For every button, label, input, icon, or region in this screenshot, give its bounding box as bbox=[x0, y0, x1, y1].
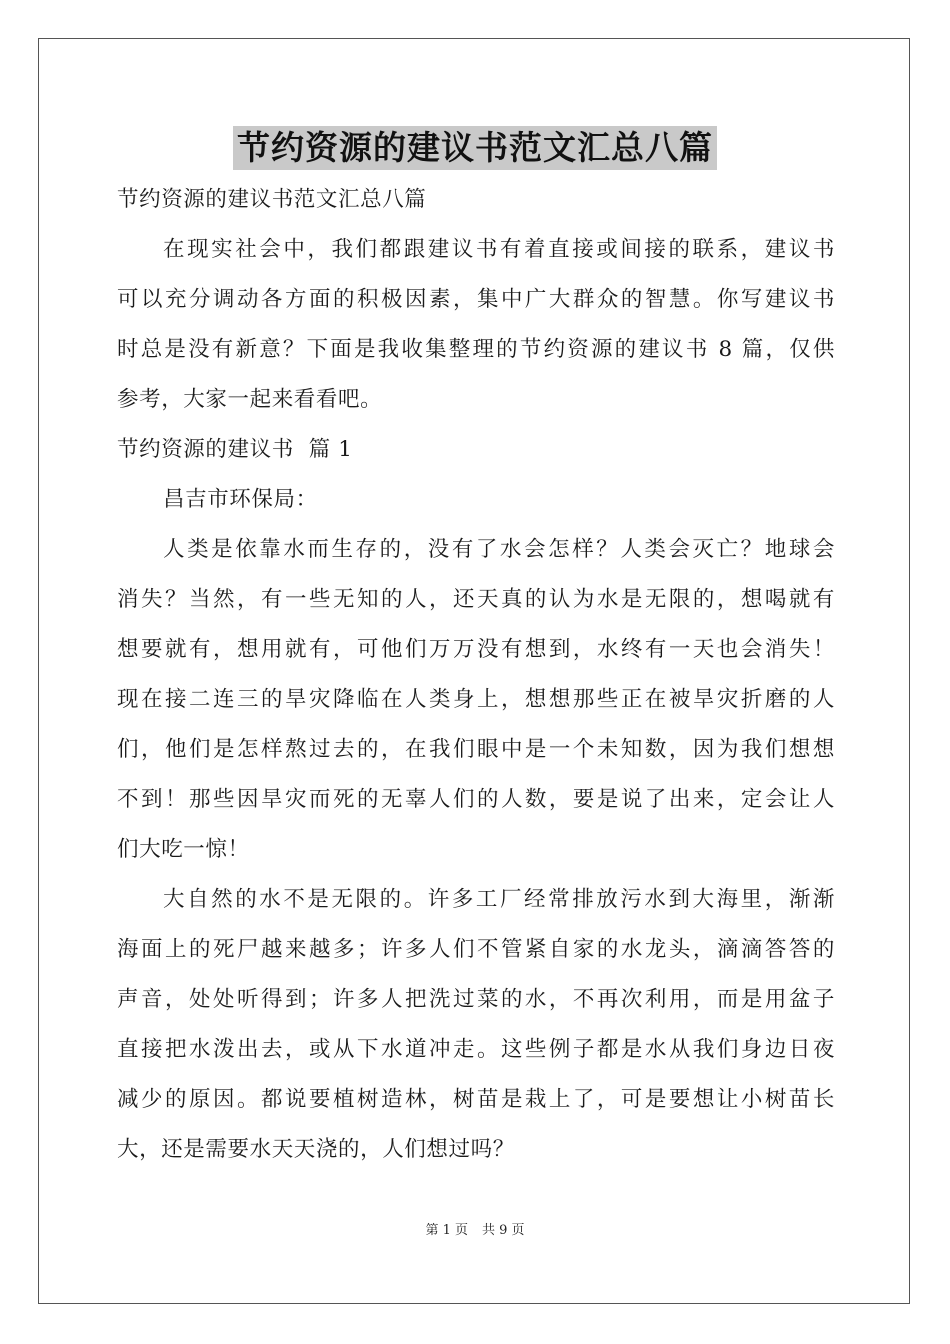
paragraph-line: 想要就有，想用就有，可他们万万没有想到，水终有一天也会消失！ bbox=[117, 637, 835, 662]
paragraph-line: 大，还是需要水天天浇的，人们想过吗？ bbox=[117, 1137, 515, 1162]
paragraph-line: 减少的原因。都说要植树造林，树苗是栽上了，可是要想让小树苗长 bbox=[117, 1087, 835, 1112]
title-block bbox=[0, 126, 950, 170]
section-heading: 节约资源的建议书 篇 1 bbox=[117, 437, 353, 462]
page-total: 共 9 页 bbox=[482, 1223, 525, 1238]
paragraph-line: 时总是没有新意？下面是我收集整理的节约资源的建议书 8 篇，仅供 bbox=[117, 337, 835, 362]
page-number: 第 1 页 bbox=[425, 1223, 468, 1238]
document-body bbox=[117, 175, 835, 1175]
paragraph-line: 不到！那些因旱灾而死的无辜人们的人数，要是说了出来，定会让人 bbox=[117, 787, 835, 812]
salutation-line: 昌吉市环保局： bbox=[163, 487, 318, 512]
paragraph-line: 声音，处处听得到；许多人把洗过菜的水，不再次利用，而是用盆子 bbox=[117, 987, 835, 1012]
paragraph-line: 在现实社会中，我们都跟建议书有着直接或间接的联系，建议书 bbox=[163, 237, 835, 262]
paragraph-line: 可以充分调动各方面的积极因素，集中广大群众的智慧。你写建议书 bbox=[117, 287, 835, 312]
paragraph-line: 参考，大家一起来看看吧。 bbox=[117, 387, 383, 412]
paragraph-line: 现在接二连三的旱灾降临在人类身上，想想那些正在被旱灾折磨的人 bbox=[117, 687, 835, 712]
paragraph-line: 消失？当然，有一些无知的人，还天真的认为水是无限的，想喝就有 bbox=[117, 587, 835, 612]
paragraph-line: 们大吃一惊！ bbox=[117, 837, 250, 862]
paragraph-line: 人类是依靠水而生存的，没有了水会怎样？人类会灭亡？地球会 bbox=[163, 537, 835, 562]
paragraph-line: 直接把水泼出去，或从下水道冲走。这些例子都是水从我们身边日夜 bbox=[117, 1037, 835, 1062]
document-title: 节约资源的建议书范文汇总八篇 bbox=[233, 126, 717, 170]
subtitle-line: 节约资源的建议书范文汇总八篇 bbox=[117, 187, 427, 212]
page-footer bbox=[0, 1219, 950, 1238]
paragraph-line: 们，他们是怎样熬过去的，在我们眼中是一个未知数，因为我们想想 bbox=[117, 737, 835, 762]
paragraph-line: 大自然的水不是无限的。许多工厂经常排放污水到大海里，渐渐 bbox=[163, 887, 835, 912]
paragraph-line: 海面上的死尸越来越多；许多人们不管紧自家的水龙头，滴滴答答的 bbox=[117, 937, 835, 962]
